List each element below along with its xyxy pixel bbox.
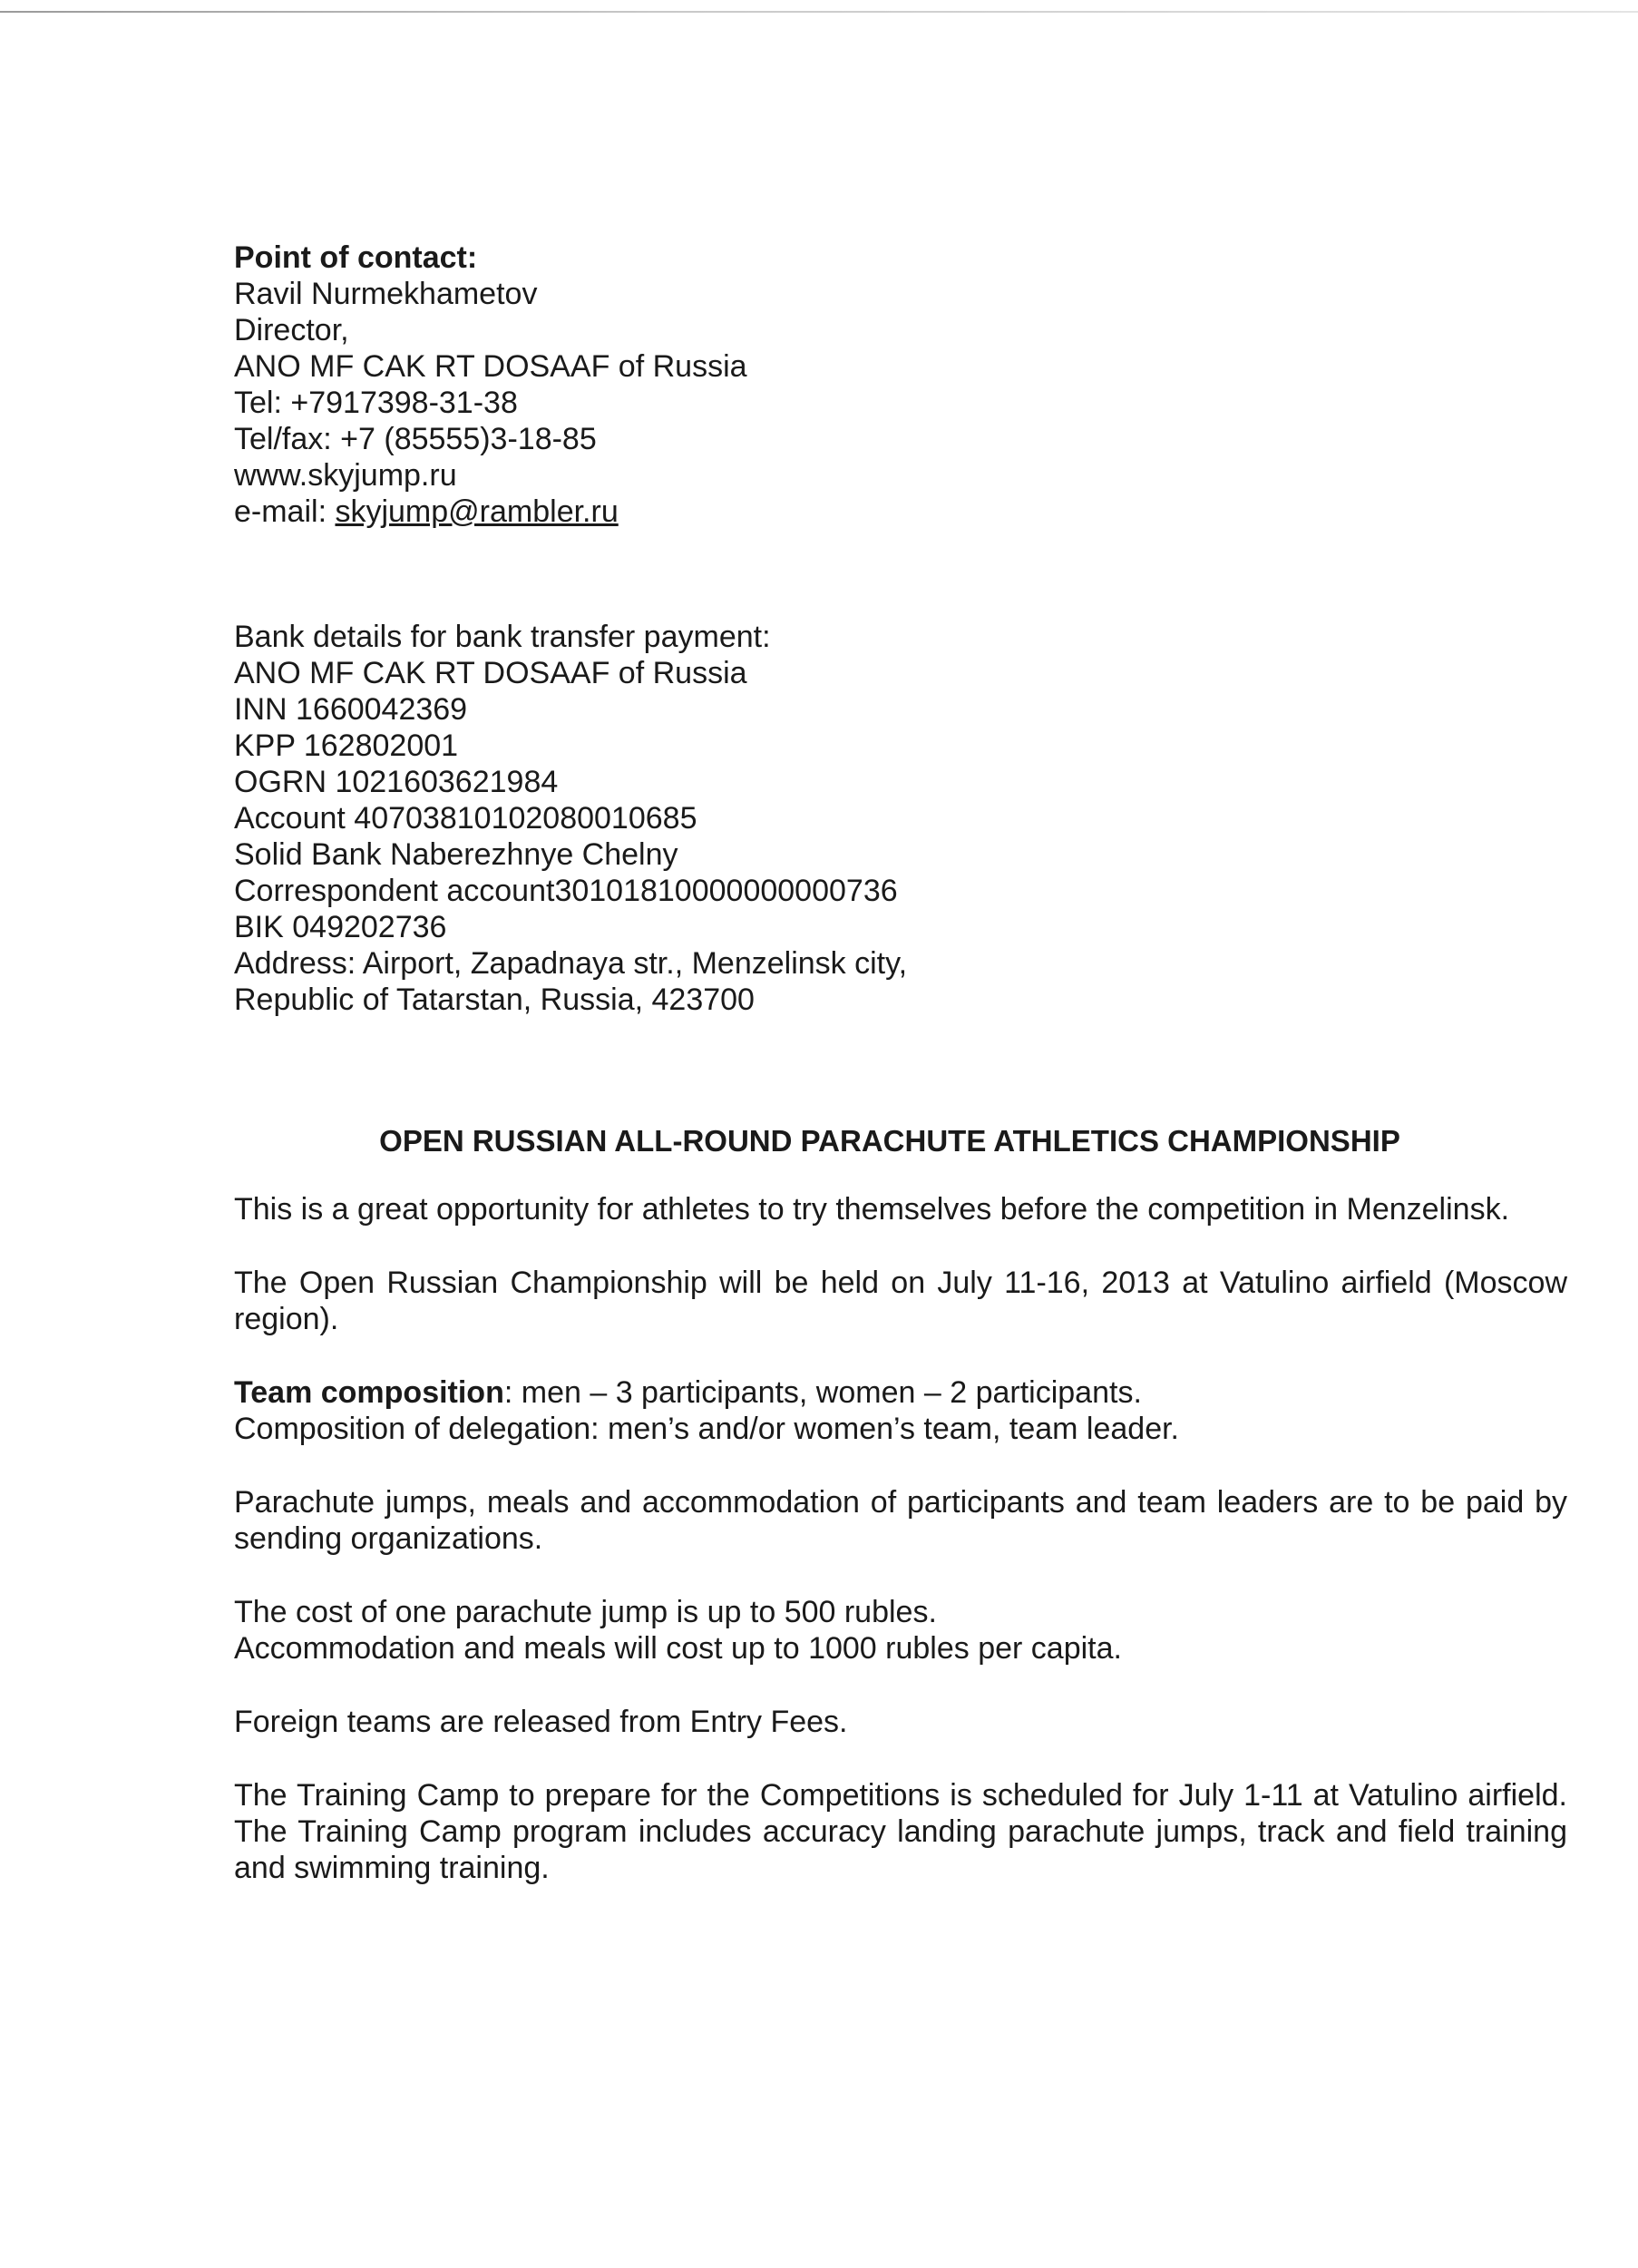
foreign-teams-text: Foreign teams are released from Entry Fees. xyxy=(234,1705,848,1739)
payment-paragraph xyxy=(234,1484,1567,1557)
bank-heading: Bank details for bank transfer payment: xyxy=(234,620,771,654)
intro-text: This is a great opportunity for athletes to try themselves before the competition in Menzelinsk. xyxy=(234,1192,1510,1227)
bank-address-line-1: Address: Airport, Zapadnaya str., Menzelinsk city, xyxy=(234,946,908,981)
accommodation-cost-text: Accommodation and meals will cost up to 1000 rubles per capita. xyxy=(234,1631,1122,1666)
contact-organization: ANO MF CAK RT DOSAAF of Russia xyxy=(234,349,747,384)
costs-paragraph xyxy=(234,1594,1567,1667)
bank-bik: BIK 049202736 xyxy=(234,910,447,944)
scan-edge-line xyxy=(0,11,1638,13)
document-page xyxy=(234,240,1567,1886)
bank-details-section xyxy=(234,619,1567,1018)
team-composition-label: Team composition xyxy=(234,1375,504,1410)
contact-email-line xyxy=(234,494,1567,530)
spacer xyxy=(234,1018,1567,1123)
contact-website[interactable]: www.skyjump.ru xyxy=(234,458,457,493)
payment-text: Parachute jumps, meals and accommodation of participants and team leaders are to be paid by sending organizations. xyxy=(234,1485,1567,1556)
foreign-teams-paragraph xyxy=(234,1704,1567,1740)
spacer xyxy=(234,530,1567,619)
bank-address-line-2: Republic of Tatarstan, Russia, 423700 xyxy=(234,982,755,1017)
team-composition-paragraph xyxy=(234,1374,1567,1447)
training-camp-paragraph xyxy=(234,1777,1567,1886)
contact-section xyxy=(234,240,1567,530)
bank-account: Account 40703810102080010685 xyxy=(234,801,697,836)
bank-ogrn: OGRN 1021603621984 xyxy=(234,765,559,799)
championship-dates xyxy=(234,1265,1567,1337)
delegation-text: Composition of delegation: men’s and/or women’s team, team leader. xyxy=(234,1412,1179,1446)
bank-name: Solid Bank Naberezhnye Chelny xyxy=(234,837,678,872)
championship-intro xyxy=(234,1191,1567,1227)
team-composition-line xyxy=(234,1374,1567,1411)
jump-cost-text: The cost of one parachute jump is up to 500 rubles. xyxy=(234,1595,937,1629)
contact-heading: Point of contact: xyxy=(234,240,478,275)
contact-name: Ravil Nurmekhametov xyxy=(234,277,538,311)
bank-organization: ANO MF CAK RT DOSAAF of Russia xyxy=(234,656,747,690)
training-camp-text: The Training Camp to prepare for the Competitions is scheduled for July 1-11 at Vatulino airfield. The Training Camp program includes accuracy landing parachute jumps, track and field training and swimming training. xyxy=(234,1778,1567,1885)
contact-telfax: Tel/fax: +7 (85555)3-18-85 xyxy=(234,422,597,456)
contact-position: Director, xyxy=(234,313,349,347)
contact-tel: Tel: +7917398-31-38 xyxy=(234,386,518,420)
championship-title: OPEN RUSSIAN ALL-ROUND PARACHUTE ATHLETICS CHAMPIONSHIP xyxy=(379,1124,1400,1158)
contact-email-link[interactable]: skyjump@rambler.ru xyxy=(335,494,619,529)
dates-text: The Open Russian Championship will be held on July 11-16, 2013 at Vatulino airfield (Moscow region). xyxy=(234,1266,1567,1336)
contact-email-label: e-mail: xyxy=(234,494,336,529)
bank-correspondent-account: Correspondent account30101810000000000736 xyxy=(234,874,898,908)
championship-section xyxy=(234,1123,1567,1886)
bank-inn: INN 1660042369 xyxy=(234,692,468,727)
team-composition-text: : men – 3 participants, women – 2 participants. xyxy=(503,1375,1142,1410)
bank-kpp: KPP 162802001 xyxy=(234,728,459,763)
